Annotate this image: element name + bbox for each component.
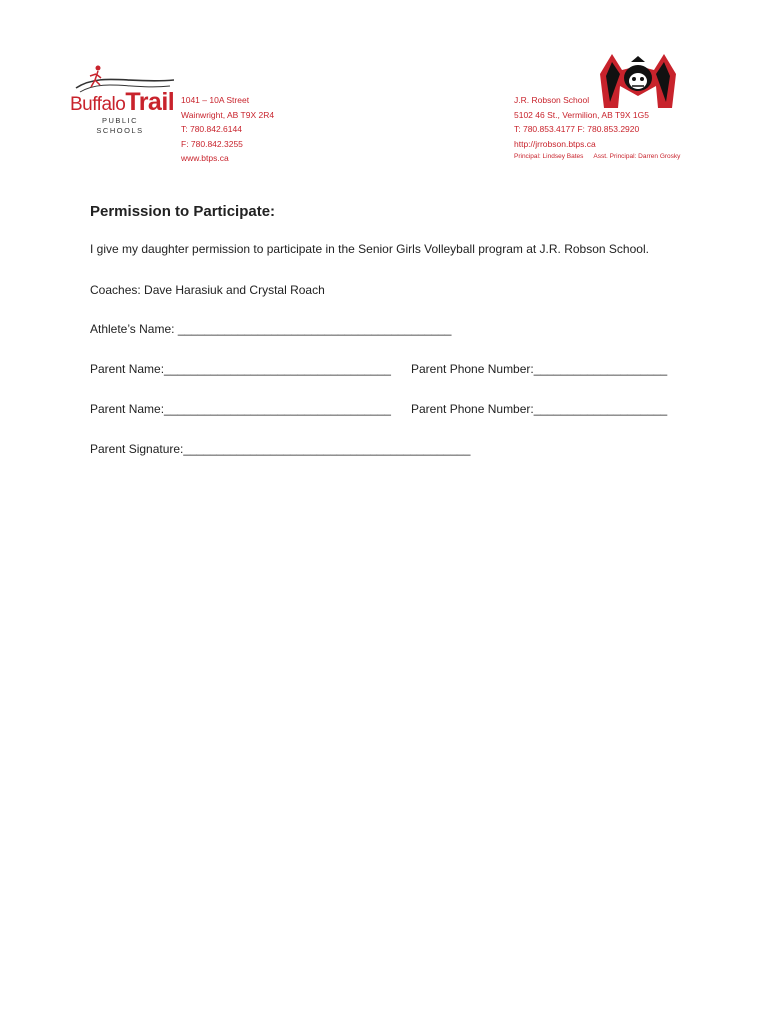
parent-name-field-1: Parent Name:__________________________________ (90, 362, 391, 376)
logo-word-buffalo: Buffalo (70, 94, 126, 115)
athlete-name-field: Athlete’s Name: _________________________________________ (90, 322, 452, 336)
asst-principal-name: Asst. Principal: Darren Grosky (593, 153, 681, 160)
logo-wordmark (70, 90, 174, 115)
school-phone-fax: T: 780.853.4177 F: 780.853.2920 (514, 124, 640, 134)
form-heading: Permission to Participate: (90, 203, 276, 220)
parent-name-field-2: Parent Name:__________________________________ (90, 402, 391, 416)
school-website: http://jrrobson.btps.ca (514, 138, 596, 149)
school-address (514, 93, 649, 151)
permission-statement: I give my daughter permission to participate in the Senior Girls Volleyball program at J.R. Robson School. (90, 242, 649, 256)
logo-subtitle (80, 116, 160, 136)
district-website: www.btps.ca (181, 153, 229, 163)
district-phone: T: 780.842.6144 (181, 124, 242, 134)
district-street: 1041 – 10A Street (181, 95, 250, 105)
parent-phone-field-1: Parent Phone Number:____________________ (411, 362, 668, 376)
district-city: Wainwright, AB T9X 2R4 (181, 109, 275, 120)
parent-phone-field-2: Parent Phone Number:____________________ (411, 402, 668, 416)
logo-word-trail: Trail (125, 88, 175, 116)
district-address (181, 93, 274, 166)
logo-sub-schools: SCHOOLS (96, 126, 144, 135)
school-name: J.R. Robson School (514, 95, 590, 105)
principal-name: Principal: Lindsey Bates (514, 153, 584, 160)
coaches-line: Coaches: Dave Harasiuk and Crystal Roach (90, 283, 325, 297)
district-fax: F: 780.842.3255 (181, 138, 243, 149)
buffalo-trail-logo (70, 62, 174, 140)
school-street: 5102 46 St., Vermilion, AB T9X 1G5 (514, 109, 649, 120)
logo-sub-public: PUBLIC (101, 116, 139, 125)
parent-signature-field: Parent Signature:___________________________________________ (90, 442, 471, 456)
principals-line (514, 153, 680, 160)
